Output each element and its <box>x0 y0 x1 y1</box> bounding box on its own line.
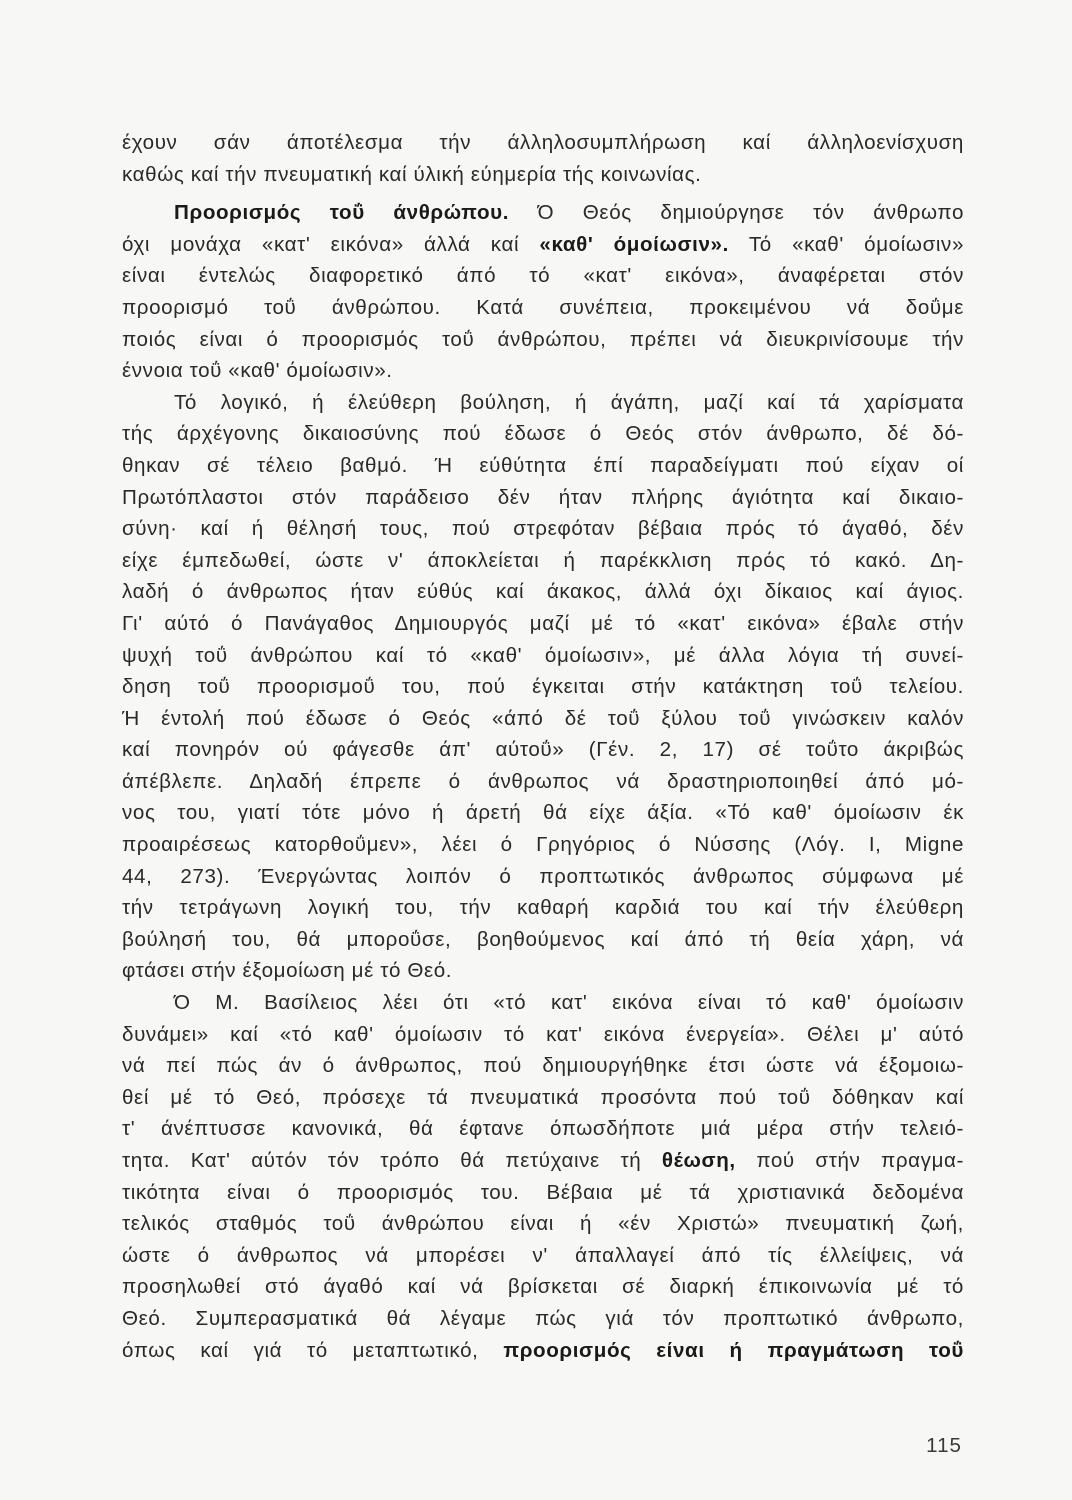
text-line <box>122 955 964 987</box>
text-segment: Θεό. Συμπερασματικά θά λέγαμε πώς γιά τόν προπτωτικό άνθρωπο, <box>122 1306 964 1330</box>
text-line <box>122 1177 964 1209</box>
bold-text: προορισμός είναι ή πραγμάτωση τοΰ <box>503 1338 964 1362</box>
text-segment: προσηλωθεί στό άγαθό καί νά βρίσκεται σέ διαρκή έπικοινωνία μέ τό <box>122 1275 964 1299</box>
text-line <box>122 229 964 261</box>
text-segment: Ή έντολή πού έδωσε ό Θεός «άπό δέ τοΰ ξύλου τοΰ γινώσκειν καλόν <box>122 706 964 730</box>
text-line <box>122 292 964 324</box>
text-segment: όχι μονάχα «κατ' εικόνα» άλλά καί <box>122 232 540 256</box>
text-line <box>122 924 964 956</box>
text-line <box>122 1271 964 1303</box>
text-line <box>122 127 964 159</box>
text-segment: καί πονηρόν ού φάγεσθε άπ' αύτοΰ» (Γέν. 2, 17) σέ τοΰτο άκριβώς <box>122 738 964 762</box>
text-line <box>122 892 964 924</box>
text-line <box>122 1050 964 1082</box>
text-line <box>122 671 964 703</box>
text-line <box>122 1208 964 1240</box>
bold-text: θέωση, <box>661 1149 736 1172</box>
text-segment: βούλησή του, θά μποροΰσε, βοηθούμενος καί άπό τή θεία χάρη, νά <box>122 927 964 951</box>
text-segment: Ό Μ. Βασίλειος λέει ότι «τό κατ' εικόνα είναι τό καθ' όμοίωσιν <box>174 991 964 1015</box>
text-line <box>122 545 964 577</box>
text-line <box>122 608 964 640</box>
text-segment: τής άρχέγονης δικαιοσύνης πού έδωσε ό Θεός στόν άνθρωπο, δέ δό- <box>122 422 964 446</box>
text-segment: Γι' αύτό ό Πανάγαθος Δημιουργός μαζί μέ τό «κατ' εικόνα» έβαλε στήν <box>122 611 964 635</box>
text-segment: δυνάμει» καί «τό καθ' όμοίωσιν τό κατ' εικόνα ένεργεία». Θέλει μ' αύτό <box>122 1022 964 1046</box>
text-line <box>122 513 964 545</box>
text-segment: θηκαν σέ τέλειο βαθμό. Ή εύθύτητα έπί παραδείγματι πού είχαν οί <box>122 453 964 477</box>
text-segment: Τό λογικό, ή έλεύθερη βούληση, ή άγάπη, μαζί καί τά χαρίσματα <box>174 390 964 414</box>
text-segment: νος του, γιατί τότε μόνο ή άρετή θά είχε άξία. «Τό καθ' όμοίωσιν έκ <box>122 801 964 825</box>
text-segment: σύνη· καί ή θέλησή τους, πού στρεφόταν βέβαια πρός τό άγαθό, δέν <box>122 517 964 541</box>
text-line <box>122 1335 964 1367</box>
page-number: 115 <box>926 1434 962 1457</box>
bold-text: «καθ' όμοίωσιν». <box>539 232 729 256</box>
text-line <box>122 387 964 419</box>
text-line <box>122 1113 964 1145</box>
text-segment: λαδή ό άνθρωπος ήταν εύθύς καί άκακος, άλλά όχι δίκαιος καί άγιος. <box>122 580 964 604</box>
text-line <box>122 861 964 893</box>
text-segment: τήν τετράγωνη λογική του, τήν καθαρή καρδιά του καί τήν έλεύθερη <box>122 896 964 920</box>
text-segment: πού στήν πραγμα- <box>735 1149 964 1172</box>
text-line <box>122 766 964 798</box>
text-line <box>122 829 964 861</box>
text-segment: είναι έντελώς διαφορετικό άπό τό «κατ' εικόνα», άναφέρεται στόν <box>122 264 964 288</box>
text-segment: έννοια τοΰ «καθ' όμοίωσιν». <box>122 359 393 383</box>
text-segment: προαιρέσεως κατορθοΰμεν», λέει ό Γρηγόριος ό Νύσσης (Λόγ. I, Migne <box>122 833 964 857</box>
text-line <box>122 576 964 608</box>
text-segment: έχουν σάν άποτέλεσμα τήν άλληλοσυμπλήρωση καί άλληλοενίσχυση <box>122 131 964 154</box>
text-segment: Πρωτόπλαστοι στόν παράδεισο δέν ήταν πλήρης άγιότητα καί δικαιο- <box>122 485 964 509</box>
text-line <box>122 1019 964 1051</box>
text-segment: νά πεί πώς άν ό άνθρωπος, πού δημιουργήθηκε έτσι ώστε νά έξομοιω- <box>122 1054 964 1078</box>
text-line <box>122 324 964 356</box>
text-line <box>122 1145 964 1177</box>
text-segment: καθώς καί τήν πνευματική καί ύλική εύημερία τής κοινωνίας. <box>122 162 702 186</box>
text-segment: 44, 273). Ένεργώντας λοιπόν ό προπτωτικός άνθρωπος σύμφωνα μέ <box>122 864 964 888</box>
text-segment: Τό «καθ' όμοίωσιν» <box>728 232 965 256</box>
text-segment: προορισμό τοΰ άνθρώπου. Κατά συνέπεια, προκειμένου νά δοΰμε <box>122 295 964 319</box>
text-line <box>122 640 964 672</box>
text-segment: δηση τοΰ προορισμοΰ του, πού έγκειται στήν κατάκτηση τοΰ τελείου. <box>122 675 964 699</box>
text-line <box>122 703 964 735</box>
text-segment: φτάσει στήν έξομοίωση μέ τό Θεό. <box>122 959 453 983</box>
text-line <box>122 1303 964 1335</box>
text-line <box>122 260 964 292</box>
text-segment: όπως καί γιά τό μεταπτωτικό, <box>122 1338 504 1362</box>
text-segment: άπέβλεπε. Δηλαδή έπρεπε ό άνθρωπος νά δραστηριοποιηθεί άπό μό- <box>122 769 964 793</box>
text-line <box>122 159 964 191</box>
text-segment: ώστε ό άνθρωπος νά μπορέσει ν' άπαλλαγεί άπό τίς έλλείψεις, νά <box>122 1243 964 1267</box>
text-segment: Ό Θεός δημιούργησε τόν άνθρωπο <box>509 201 965 225</box>
text-line <box>122 418 964 450</box>
text-line <box>122 482 964 514</box>
text-line <box>122 987 964 1019</box>
text-line <box>122 1240 964 1272</box>
text-segment: τικότητα είναι ό προορισμός του. Βέβαια μέ τά χριστιανικά δεδομένα <box>122 1180 964 1204</box>
body-text <box>122 127 964 1366</box>
text-line <box>122 734 964 766</box>
text-line <box>122 355 964 387</box>
text-line <box>122 197 964 229</box>
bold-text: Προορισμός τοΰ άνθρώπου. <box>174 201 510 225</box>
text-segment: είχε έμπεδωθεί, ώστε ν' άποκλείεται ή παρέκκλιση πρός τό κακό. Δη- <box>122 548 964 572</box>
text-segment: ψυχή τοΰ άνθρώπου καί τό «καθ' όμοίωσιν», μέ άλλα λόγια τή συνεί- <box>122 643 964 667</box>
text-segment: θεί μέ τό Θεό, πρόσεχε τά πνευματικά προσόντα πού τοΰ δόθηκαν καί <box>122 1085 964 1109</box>
text-segment: τελικός σταθμός τοΰ άνθρώπου είναι ή «έν Χριστώ» πνευματική ζωή, <box>122 1212 964 1236</box>
text-segment: τητα. Κατ' αύτόν τόν τρόπο θά πετύχαινε τή <box>122 1149 662 1172</box>
text-line <box>122 797 964 829</box>
text-line <box>122 450 964 482</box>
text-line <box>122 1082 964 1114</box>
text-segment: τ' άνέπτυσσε κανονικά, θά έφτανε όπωσδήποτε μιά μέρα στήν τελειό- <box>122 1117 964 1141</box>
text-segment: ποιός είναι ό προορισμός τοΰ άνθρώπου, πρέπει νά διευκρινίσουμε τήν <box>122 327 964 351</box>
